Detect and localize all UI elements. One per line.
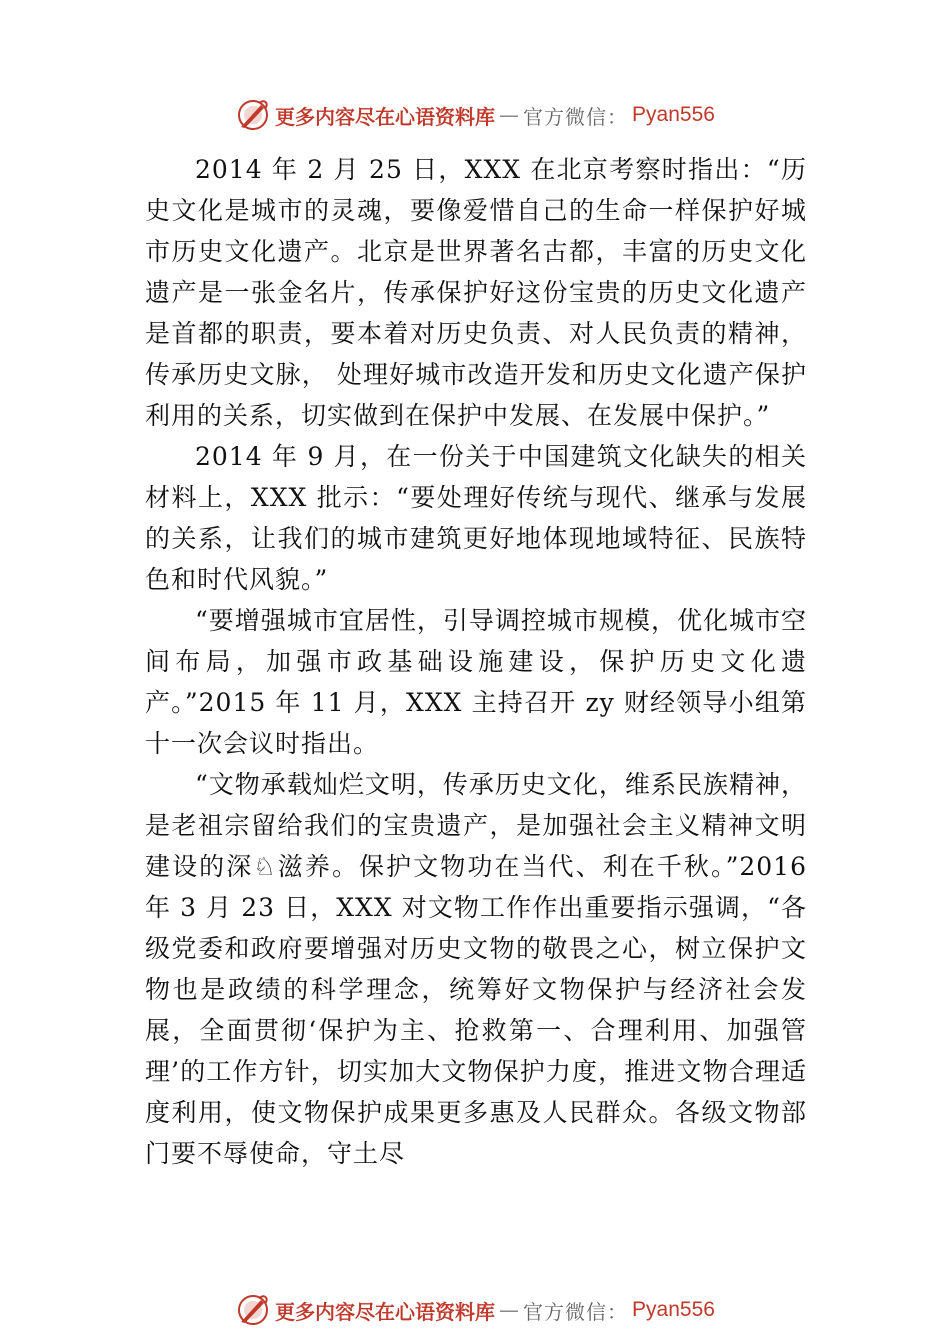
wechat-id: Pyan556 [632,103,715,126]
wechat-label: 官方微信： [523,104,629,129]
banner-separator: — [499,1298,520,1322]
quill-seal-icon [235,1292,271,1328]
wechat-id: Pyan556 [632,1298,715,1321]
header-banner [0,95,950,135]
wechat-label: 官方微信： [523,1299,629,1324]
quill-seal-icon [235,97,271,133]
paragraph: “文物承载灿烂文明，传承历史文化，维系民族精神，是老祖宗留给我们的宝贵遗产，是加强社会主义精神文明建设的深♘滋养。保护文物功在当代、利在千秋。”2016 年 3 月 23 日，XXX 对文物工作作出重要指示强调，“各级党委和政府要增强对历史文物的敬畏之心，树立保护文物也是政绩的科学理念，统筹好文物保护与经济社会发展，全面贯彻‘保护为主、抢救第一、合理利用、加强管理’的工作方针，切实加大文物保护力度，推进文物合理适度利用，使文物保护成果更多惠及人民群众。各级文物部门要不辱使命，守土尽 [145,770,807,1168]
footer-banner [0,1290,950,1330]
document-body [145,149,807,1174]
paragraph: 2014 年 2 月 25 日，XXX 在北京考察时指出：“历史文化是城市的灵魂，要像爱惜自己的生命一样保护好城市历史文化遗产。北京是世界著名古都，丰富的历史文化遗产是一张金名片，传承保护好这份宝贵的历史文化遗产是首都的职责，要本着对历史负责、对人民负责的精神，传承历史文脉， 处理好城市改造开发和历史文化遗产保护利用的关系，切实做到在保护中发展、在发展中保护。” [145,155,807,430]
paragraph: 2014 年 9 月，在一份关于中国建筑文化缺失的相关材料上，XXX 批示：“要处理好传统与现代、继承与发展的关系，让我们的城市建筑更好地体现地域特征、民族特色和时代风貌。” [145,442,807,594]
banner-separator: — [499,103,520,127]
site-name: 更多内容尽在心语资料库 [275,1299,496,1324]
site-name: 更多内容尽在心语资料库 [275,104,496,129]
paragraph: “要增强城市宜居性，引导调控城市规模，优化城市空间布局，加强市政基础设施建设，保护历史文化遗产。”2015 年 11 月，XXX 主持召开 zy 财经领导小组第十一次会议时指出。 [145,606,807,758]
